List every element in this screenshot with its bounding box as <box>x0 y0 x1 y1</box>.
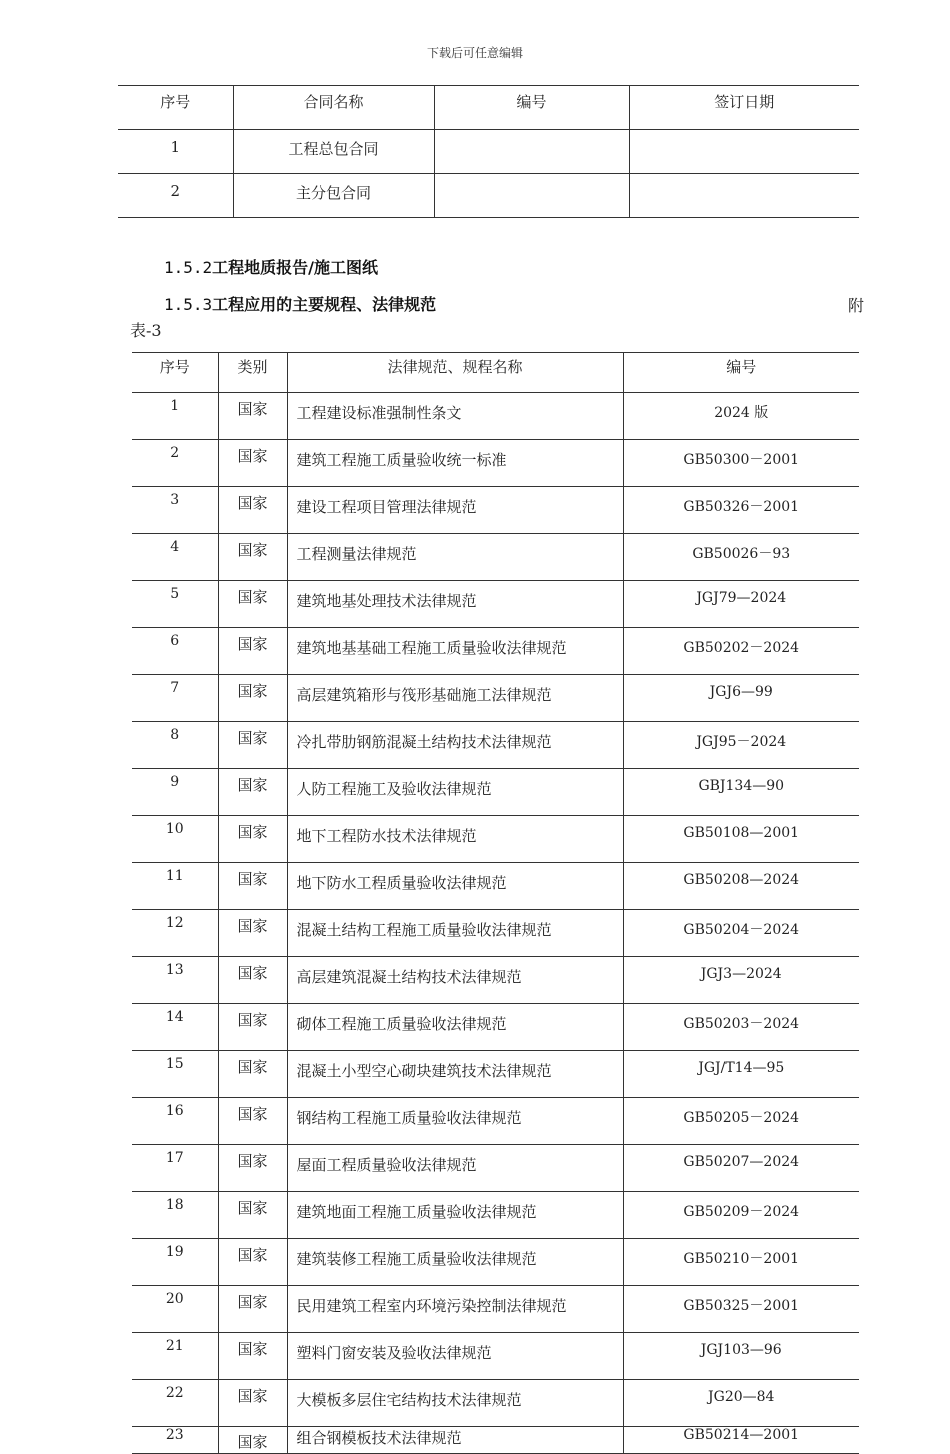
standard-no-cell: 3 <box>132 487 218 534</box>
contracts-header-row <box>118 86 859 130</box>
standard-category-cell: 国家 <box>218 722 287 769</box>
contracts-header-code: 编号 <box>434 86 629 130</box>
header-note: 下载后可任意编辑 <box>426 46 523 60</box>
contracts-header-name: 合同名称 <box>233 86 434 130</box>
standard-code-cell: JGJ/T14—95 <box>623 1051 859 1098</box>
standard-name-cell: 工程测量法律规范 <box>287 534 623 581</box>
standard-category-cell: 国家 <box>218 534 287 581</box>
contract-no-cell: 2 <box>118 174 233 218</box>
standard-code-cell: JGJ3—2024 <box>623 957 859 1004</box>
standard-no-cell: 15 <box>132 1051 218 1098</box>
standard-code-cell: GB50205－2024 <box>623 1098 859 1145</box>
standards-header-code: 编号 <box>623 353 859 393</box>
contract-date-cell <box>629 174 859 218</box>
standards-row <box>132 863 859 910</box>
standard-name-cell: 建筑工程施工质量验收统一标准 <box>287 440 623 487</box>
standard-code-cell: JGJ95－2024 <box>623 722 859 769</box>
standards-row <box>132 1192 859 1239</box>
standard-code-cell: JGJ79—2024 <box>623 581 859 628</box>
standard-name-cell: 建筑装修工程施工质量验收法律规范 <box>287 1239 623 1286</box>
standard-name-cell: 高层建筑混凝土结构技术法律规范 <box>287 957 623 1004</box>
standards-row <box>132 675 859 722</box>
standards-row <box>132 1286 859 1333</box>
standard-name-cell: 组合钢模板技术法律规范 <box>287 1427 623 1454</box>
standard-no-cell: 8 <box>132 722 218 769</box>
standard-name-cell: 砌体工程施工质量验收法律规范 <box>287 1004 623 1051</box>
standard-no-cell: 20 <box>132 1286 218 1333</box>
standard-name-cell: 屋面工程质量验收法律规范 <box>287 1145 623 1192</box>
standard-name-cell: 建设工程项目管理法律规范 <box>287 487 623 534</box>
standard-no-cell: 9 <box>132 769 218 816</box>
standard-category-cell: 国家 <box>218 957 287 1004</box>
standard-no-cell: 22 <box>132 1380 218 1427</box>
standard-name-cell: 钢结构工程施工质量验收法律规范 <box>287 1098 623 1145</box>
standards-row <box>132 722 859 769</box>
standard-name-cell: 建筑地基基础工程施工质量验收法律规范 <box>287 628 623 675</box>
standard-no-cell: 17 <box>132 1145 218 1192</box>
standards-row <box>132 628 859 675</box>
standards-row <box>132 440 859 487</box>
standard-category-cell: 国家 <box>218 816 287 863</box>
standard-code-cell: GB50214—2001 <box>623 1427 859 1454</box>
section-1-5-3-heading <box>164 292 436 315</box>
section-1-5-2-heading <box>164 255 378 278</box>
appendix-label-part-a: 附 <box>848 296 865 315</box>
standards-row <box>132 1051 859 1098</box>
standards-row <box>132 957 859 1004</box>
standards-row <box>132 910 859 957</box>
standards-header-name: 法律规范、规程名称 <box>287 353 623 393</box>
standard-name-cell: 建筑地面工程施工质量验收法律规范 <box>287 1192 623 1239</box>
standards-row <box>132 1239 859 1286</box>
standard-code-cell: JG20—84 <box>623 1380 859 1427</box>
standards-row <box>132 1380 859 1427</box>
standard-code-cell: GB50202－2024 <box>623 628 859 675</box>
standard-no-cell: 4 <box>132 534 218 581</box>
standards-row <box>132 581 859 628</box>
contracts-header-no: 序号 <box>118 86 233 130</box>
standard-category-cell: 国家 <box>218 1004 287 1051</box>
standard-code-cell: GB50204－2024 <box>623 910 859 957</box>
standard-category-cell: 国家 <box>218 1239 287 1286</box>
standard-no-cell: 18 <box>132 1192 218 1239</box>
standard-name-cell: 塑料门窗安装及验收法律规范 <box>287 1333 623 1380</box>
section-1-5-2-number: 1.5.2 <box>164 258 213 277</box>
contract-name-cell: 主分包合同 <box>233 174 434 218</box>
section-1-5-3-number: 1.5.3 <box>164 295 213 314</box>
section-1-5-2-title: 工程地质报告/施工图纸 <box>212 258 379 277</box>
standard-name-cell: 地下工程防水技术法律规范 <box>287 816 623 863</box>
standard-code-cell: GBJ134—90 <box>623 769 859 816</box>
standard-category-cell: 国家 <box>218 1098 287 1145</box>
standard-category-cell: 国家 <box>218 1051 287 1098</box>
contracts-header-date: 签订日期 <box>629 86 859 130</box>
standards-row <box>132 1098 859 1145</box>
standard-no-cell: 16 <box>132 1098 218 1145</box>
standard-no-cell: 6 <box>132 628 218 675</box>
standards-header-category: 类别 <box>218 353 287 393</box>
standard-code-cell: GB50026－93 <box>623 534 859 581</box>
standard-code-cell: GB50207—2024 <box>623 1145 859 1192</box>
standard-no-cell: 5 <box>132 581 218 628</box>
standard-code-cell: GB50326－2001 <box>623 487 859 534</box>
standard-code-cell: JGJ103—96 <box>623 1333 859 1380</box>
standards-header-row <box>132 353 859 393</box>
standard-code-cell: GB50325－2001 <box>623 1286 859 1333</box>
standard-name-cell: 民用建筑工程室内环境污染控制法律规范 <box>287 1286 623 1333</box>
standard-name-cell: 人防工程施工及验收法律规范 <box>287 769 623 816</box>
standard-code-cell: GB50108—2001 <box>623 816 859 863</box>
standard-code-cell: GB50209－2024 <box>623 1192 859 1239</box>
standard-category-cell: 国家 <box>218 1192 287 1239</box>
standard-category-cell: 国家 <box>218 628 287 675</box>
standard-category-cell: 国家 <box>218 863 287 910</box>
standard-category-cell: 国家 <box>218 1427 287 1454</box>
standard-name-cell: 高层建筑箱形与筏形基础施工法律规范 <box>287 675 623 722</box>
standard-code-cell: JGJ6—99 <box>623 675 859 722</box>
standard-no-cell: 1 <box>132 393 218 440</box>
contract-name-cell: 工程总包合同 <box>233 130 434 174</box>
contracts-table <box>118 85 859 218</box>
standard-no-cell: 19 <box>132 1239 218 1286</box>
appendix-label-part-b: 表-3 <box>130 321 162 340</box>
standards-table <box>132 352 859 1454</box>
standard-name-cell: 大模板多层住宅结构技术法律规范 <box>287 1380 623 1427</box>
standard-name-cell: 工程建设标准强制性条文 <box>287 393 623 440</box>
standards-row <box>132 769 859 816</box>
standard-category-cell: 国家 <box>218 1333 287 1380</box>
standards-row <box>132 534 859 581</box>
standard-code-cell: GB50300－2001 <box>623 440 859 487</box>
standard-no-cell: 14 <box>132 1004 218 1051</box>
standard-category-cell: 国家 <box>218 487 287 534</box>
standard-category-cell: 国家 <box>218 675 287 722</box>
standards-row <box>132 393 859 440</box>
contracts-row <box>118 130 859 174</box>
standard-no-cell: 23 <box>132 1427 218 1454</box>
contract-code-cell <box>434 174 629 218</box>
standards-header-no: 序号 <box>132 353 218 393</box>
standard-code-cell: GB50208—2024 <box>623 863 859 910</box>
contract-date-cell <box>629 130 859 174</box>
standards-row <box>132 1004 859 1051</box>
contracts-row <box>118 174 859 218</box>
standard-category-cell: 国家 <box>218 1145 287 1192</box>
section-1-5-3-title: 工程应用的主要规程、法律规范 <box>212 295 437 314</box>
standard-no-cell: 13 <box>132 957 218 1004</box>
standard-no-cell: 12 <box>132 910 218 957</box>
standards-row <box>132 1427 859 1454</box>
contract-code-cell <box>434 130 629 174</box>
standard-code-cell: 2024 版 <box>623 393 859 440</box>
standard-category-cell: 国家 <box>218 769 287 816</box>
standard-category-cell: 国家 <box>218 1380 287 1427</box>
standard-name-cell: 冷扎带肋钢筋混凝土结构技术法律规范 <box>287 722 623 769</box>
standards-row <box>132 1145 859 1192</box>
standard-no-cell: 10 <box>132 816 218 863</box>
standards-row <box>132 816 859 863</box>
standard-no-cell: 21 <box>132 1333 218 1380</box>
standard-name-cell: 地下防水工程质量验收法律规范 <box>287 863 623 910</box>
standard-category-cell: 国家 <box>218 581 287 628</box>
standard-category-cell: 国家 <box>218 910 287 957</box>
standard-no-cell: 7 <box>132 675 218 722</box>
standard-name-cell: 建筑地基处理技术法律规范 <box>287 581 623 628</box>
standard-no-cell: 11 <box>132 863 218 910</box>
standard-name-cell: 混凝土小型空心砌块建筑技术法律规范 <box>287 1051 623 1098</box>
standard-code-cell: GB50210－2001 <box>623 1239 859 1286</box>
standard-category-cell: 国家 <box>218 1286 287 1333</box>
standards-row <box>132 1333 859 1380</box>
standard-category-cell: 国家 <box>218 440 287 487</box>
standard-category-cell: 国家 <box>218 393 287 440</box>
standard-name-cell: 混凝土结构工程施工质量验收法律规范 <box>287 910 623 957</box>
standards-row <box>132 487 859 534</box>
standard-no-cell: 2 <box>132 440 218 487</box>
standard-code-cell: GB50203－2024 <box>623 1004 859 1051</box>
contract-no-cell: 1 <box>118 130 233 174</box>
